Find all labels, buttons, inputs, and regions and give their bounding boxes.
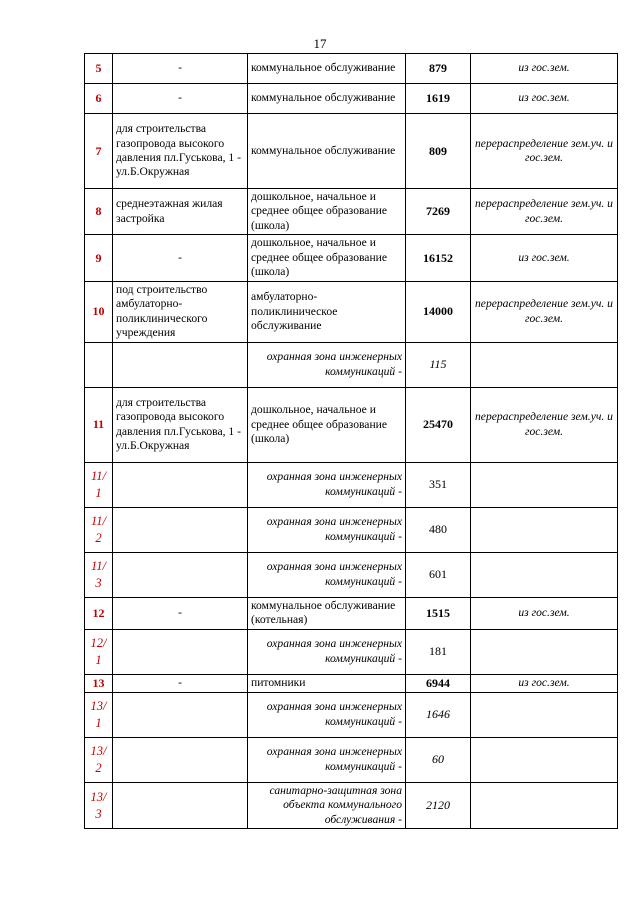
permitted-use-cell: питомники: [248, 674, 406, 692]
table-row: [85, 84, 618, 114]
plot-number-cell: 7: [85, 114, 113, 189]
purpose-cell: [113, 629, 248, 674]
plot-number-cell: 12/ 1: [85, 629, 113, 674]
formation-method-cell: из гос.зем.: [471, 597, 618, 629]
area-cell: 879: [406, 54, 471, 84]
plot-number-cell: 11/ 1: [85, 462, 113, 507]
permitted-use-cell: охранная зона инженерных коммуникаций -: [248, 507, 406, 552]
table-row: [85, 597, 618, 629]
plot-number-cell: 11/ 2: [85, 507, 113, 552]
area-cell: 14000: [406, 281, 471, 342]
area-cell: 351: [406, 462, 471, 507]
area-cell: 1646: [406, 692, 471, 737]
plot-number-cell: 13/ 3: [85, 782, 113, 828]
purpose-cell: [113, 507, 248, 552]
table-row: [85, 235, 618, 281]
formation-method-cell: из гос.зем.: [471, 674, 618, 692]
table-row: [85, 462, 618, 507]
formation-method-cell: перераспределение зем.уч. и гос.зем.: [471, 114, 618, 189]
plot-number-cell: 13/ 1: [85, 692, 113, 737]
land-plots-table: [84, 53, 618, 829]
table-row: [85, 387, 618, 462]
purpose-cell: -: [113, 54, 248, 84]
area-cell: 480: [406, 507, 471, 552]
permitted-use-cell: охранная зона инженерных коммуникаций -: [248, 342, 406, 387]
plot-number-cell: 6: [85, 84, 113, 114]
purpose-cell: -: [113, 235, 248, 281]
plot-number-cell: 10: [85, 281, 113, 342]
purpose-cell: [113, 692, 248, 737]
table-row: [85, 342, 618, 387]
permitted-use-cell: охранная зона инженерных коммуникаций -: [248, 462, 406, 507]
area-cell: 601: [406, 552, 471, 597]
plot-number-cell: 13: [85, 674, 113, 692]
permitted-use-cell: коммунальное обслуживание: [248, 84, 406, 114]
table-row: [85, 507, 618, 552]
area-cell: 181: [406, 629, 471, 674]
formation-method-cell: [471, 507, 618, 552]
permitted-use-cell: амбулаторно-поликлиническое обслуживание: [248, 281, 406, 342]
permitted-use-cell: охранная зона инженерных коммуникаций -: [248, 552, 406, 597]
purpose-cell: -: [113, 597, 248, 629]
permitted-use-cell: дошкольное, начальное и среднее общее образование (школа): [248, 387, 406, 462]
purpose-cell: -: [113, 84, 248, 114]
area-cell: 1515: [406, 597, 471, 629]
formation-method-cell: перераспределение зем.уч. и гос.зем.: [471, 387, 618, 462]
purpose-cell: -: [113, 674, 248, 692]
plot-number-cell: 9: [85, 235, 113, 281]
permitted-use-cell: коммунальное обслуживание: [248, 114, 406, 189]
formation-method-cell: [471, 737, 618, 782]
plot-number-cell: 5: [85, 54, 113, 84]
purpose-cell: [113, 737, 248, 782]
formation-method-cell: из гос.зем.: [471, 84, 618, 114]
formation-method-cell: [471, 342, 618, 387]
plot-number-cell: 11: [85, 387, 113, 462]
area-cell: 1619: [406, 84, 471, 114]
purpose-cell: для строительства газопровода высокого давления пл.Гуськова, 1 - ул.Б.Окружная: [113, 114, 248, 189]
table-row: [85, 54, 618, 84]
area-cell: 115: [406, 342, 471, 387]
purpose-cell: [113, 342, 248, 387]
formation-method-cell: [471, 552, 618, 597]
purpose-cell: [113, 462, 248, 507]
area-cell: 809: [406, 114, 471, 189]
permitted-use-cell: дошкольное, начальное и среднее общее образование (школа): [248, 235, 406, 281]
table-row: [85, 189, 618, 235]
purpose-cell: для строительства газопровода высокого давления пл.Гуськова, 1 - ул.Б.Окружная: [113, 387, 248, 462]
formation-method-cell: перераспределение зем.уч. и гос.зем.: [471, 189, 618, 235]
area-cell: 6944: [406, 674, 471, 692]
page-number: 17: [313, 36, 327, 51]
purpose-cell: [113, 552, 248, 597]
permitted-use-cell: коммунальное обслуживание: [248, 54, 406, 84]
table-row: [85, 782, 618, 828]
permitted-use-cell: охранная зона инженерных коммуникаций -: [248, 629, 406, 674]
formation-method-cell: [471, 782, 618, 828]
permitted-use-cell: коммунальное обслуживание (котельная): [248, 597, 406, 629]
purpose-cell: среднеэтажная жилая застройка: [113, 189, 248, 235]
formation-method-cell: из гос.зем.: [471, 235, 618, 281]
permitted-use-cell: охранная зона инженерных коммуникаций -: [248, 692, 406, 737]
area-cell: 7269: [406, 189, 471, 235]
table-row: [85, 281, 618, 342]
plot-number-cell: 12: [85, 597, 113, 629]
table-row: [85, 114, 618, 189]
permitted-use-cell: санитарно-защитная зона объекта коммунального обслуживания -: [248, 782, 406, 828]
plot-number-cell: 11/ 3: [85, 552, 113, 597]
table-row: [85, 552, 618, 597]
formation-method-cell: [471, 629, 618, 674]
formation-method-cell: [471, 462, 618, 507]
area-cell: 2120: [406, 782, 471, 828]
table-row: [85, 674, 618, 692]
area-cell: 60: [406, 737, 471, 782]
table-body: [85, 54, 618, 829]
plot-number-cell: 13/ 2: [85, 737, 113, 782]
area-cell: 16152: [406, 235, 471, 281]
plot-number-cell: [85, 342, 113, 387]
formation-method-cell: [471, 692, 618, 737]
permitted-use-cell: охранная зона инженерных коммуникаций -: [248, 737, 406, 782]
purpose-cell: под строительство амбулаторно-поликлинического учреждения: [113, 281, 248, 342]
permitted-use-cell: дошкольное, начальное и среднее общее образование (школа): [248, 189, 406, 235]
table-row: [85, 692, 618, 737]
formation-method-cell: из гос.зем.: [471, 54, 618, 84]
area-cell: 25470: [406, 387, 471, 462]
table-row: [85, 737, 618, 782]
formation-method-cell: перераспределение зем.уч. и гос.зем.: [471, 281, 618, 342]
table-row: [85, 629, 618, 674]
purpose-cell: [113, 782, 248, 828]
plot-number-cell: 8: [85, 189, 113, 235]
